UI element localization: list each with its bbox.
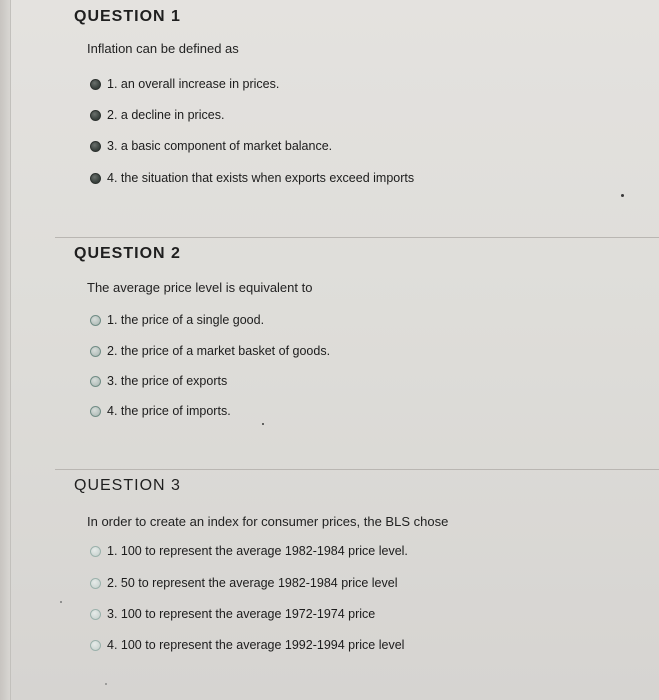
- question-3-option-3[interactable]: [90, 604, 375, 624]
- question-1-option-2[interactable]: [90, 105, 224, 125]
- stray-mark: [621, 194, 624, 197]
- option-label: 4. the price of imports.: [107, 404, 231, 418]
- question-1-text: Inflation can be defined as: [87, 41, 239, 56]
- option-label: 2. the price of a market basket of goods.: [107, 344, 331, 358]
- radio-button[interactable]: [90, 609, 101, 620]
- question-divider: [55, 237, 659, 238]
- question-3-option-1[interactable]: [90, 541, 408, 561]
- radio-button[interactable]: [90, 110, 101, 121]
- question-2-text: The average price level is equivalent to: [87, 280, 313, 295]
- radio-button[interactable]: [90, 406, 101, 417]
- question-2-option-1[interactable]: [90, 310, 264, 330]
- option-label: 3. the price of exports: [107, 374, 228, 388]
- question-3-option-4[interactable]: [90, 635, 404, 655]
- radio-button[interactable]: [90, 346, 101, 357]
- question-1-option-3[interactable]: [90, 136, 332, 156]
- question-2-title: QUESTION 2: [74, 245, 181, 262]
- page-edge: [0, 0, 11, 700]
- question-1-option-4[interactable]: [90, 168, 414, 188]
- stray-mark: [262, 423, 264, 425]
- option-label: 1. 100 to represent the average 1982-1984 price level.: [107, 544, 408, 558]
- radio-button[interactable]: [90, 578, 101, 589]
- question-1-option-1[interactable]: [90, 74, 279, 94]
- radio-button[interactable]: [90, 79, 101, 90]
- option-label: 4. 100 to represent the average 1992-1994 price level: [107, 638, 405, 652]
- question-1-title: QUESTION 1: [74, 8, 181, 25]
- radio-button[interactable]: [90, 376, 101, 387]
- question-3-text: In order to create an index for consumer prices, the BLS chose: [87, 514, 449, 529]
- question-divider: [55, 469, 659, 470]
- radio-button[interactable]: [90, 315, 101, 326]
- question-2: [74, 243, 634, 418]
- question-2-option-3[interactable]: [90, 371, 227, 391]
- option-label: 2. 50 to represent the average 1982-1984 price level: [107, 576, 398, 590]
- option-label: 3. a basic component of market balance.: [107, 139, 333, 153]
- radio-button[interactable]: [90, 173, 101, 184]
- radio-button[interactable]: [90, 546, 101, 557]
- radio-button[interactable]: [90, 640, 101, 651]
- option-label: 3. 100 to represent the average 1972-1974 price: [107, 607, 376, 621]
- question-2-option-4[interactable]: [90, 401, 231, 421]
- option-label: 1. the price of a single good.: [107, 313, 265, 327]
- question-1: [74, 6, 634, 185]
- stray-mark: [60, 601, 62, 603]
- option-label: 4. the situation that exists when exports exceed imports: [107, 171, 415, 185]
- radio-button[interactable]: [90, 141, 101, 152]
- question-3-option-2[interactable]: [90, 573, 397, 593]
- question-3-title: QUESTION 3: [74, 477, 181, 494]
- option-label: 2. a decline in prices.: [107, 108, 225, 122]
- question-3: [74, 475, 634, 652]
- option-label: 1. an overall increase in prices.: [107, 77, 280, 91]
- stray-mark: [105, 683, 107, 685]
- question-2-option-2[interactable]: [90, 341, 330, 361]
